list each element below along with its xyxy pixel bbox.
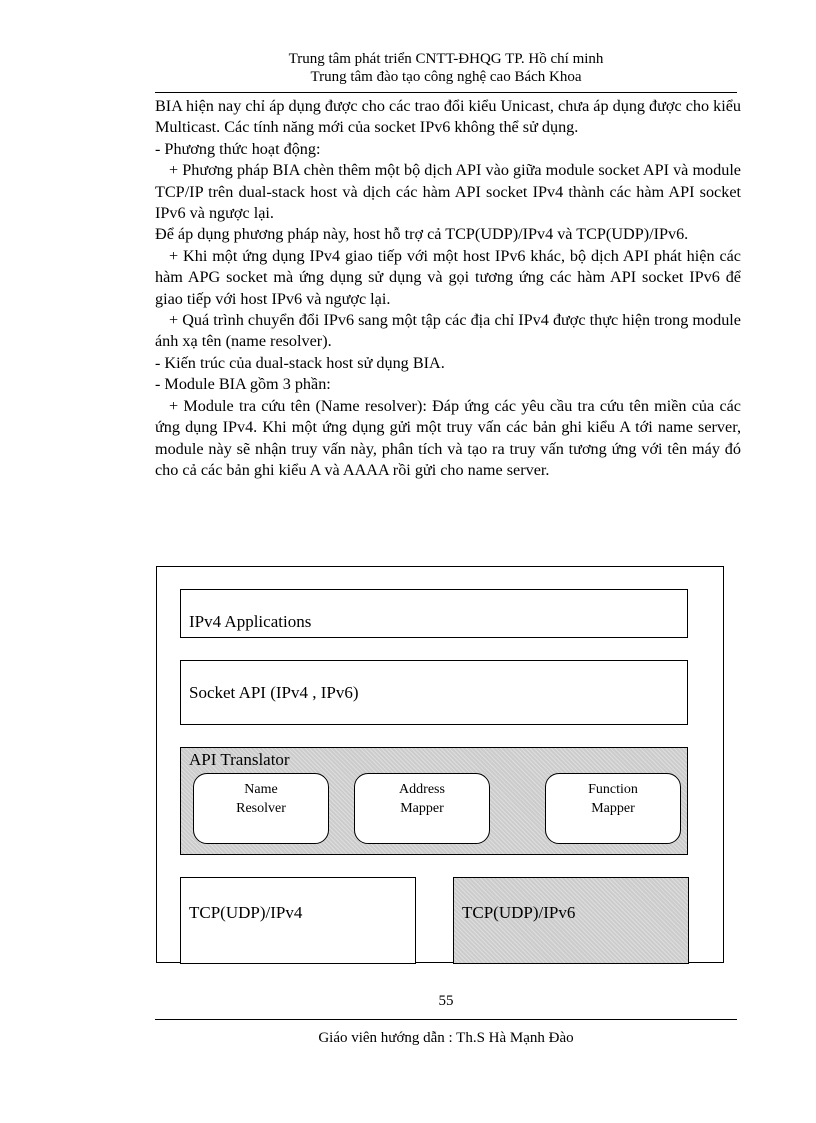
function-mapper-line-2: Mapper [591, 801, 635, 816]
header-line-1: Trung tâm phát triển CNTT-ĐHQG TP. Hồ chí minh [288, 51, 604, 67]
ipv4-applications-layer [180, 589, 688, 638]
header-line-2: Trung tâm đào tạo công nghệ cao Bách Khoa [310, 69, 582, 85]
paragraph: - Module BIA gồm 3 phần: [155, 375, 331, 394]
api-translator-label: API Translator [189, 750, 290, 769]
socket-api-label: Socket API (IPv4 , IPv6) [189, 683, 359, 702]
api-translator-layer [180, 747, 688, 855]
socket-api-layer [180, 660, 688, 725]
name-resolver-module [193, 773, 329, 844]
paragraph: - Kiến trúc của dual-stack host sử dụng BIA. [155, 353, 445, 372]
address-mapper-module [354, 773, 490, 844]
tcp-ipv6-layer [453, 877, 689, 964]
tcp-ipv4-layer [180, 877, 416, 964]
bia-architecture-diagram [156, 566, 724, 963]
paragraph: + Phương pháp BIA chèn thêm một bộ dịch API vào giữa module socket API và module TCP/IP trên dual-stack host và dịch các hàm API socket IPv4 thành các hàm API socket IPv6 và ngược lại. [155, 161, 741, 223]
paragraph: BIA hiện nay chỉ áp dụng được cho các trao đổi kiểu Unicast, chưa áp dụng được cho kiểu Multicast. Các tính năng mới của socket IPv6 không thể sử dụng. [155, 97, 741, 137]
function-mapper-module [545, 773, 681, 844]
page-footer: Giáo viên hướng dẫn : Th.S Hà Mạnh Đào [318, 1030, 574, 1046]
paragraph: Để áp dụng phương pháp này, host hỗ trợ cả TCP(UDP)/IPv4 và TCP(UDP)/IPv6. [155, 225, 689, 244]
footer-divider [155, 1019, 737, 1020]
body-text [155, 96, 741, 481]
paragraph: - Phương thức hoạt động: [155, 139, 321, 158]
paragraph: + Quá trình chuyển đổi IPv6 sang một tập các địa chỉ IPv4 được thực hiện trong module ánh xạ tên (name resolver). [155, 311, 741, 351]
tcp-ipv6-label: TCP(UDP)/IPv6 [462, 903, 576, 922]
page-number: 55 [438, 993, 454, 1009]
tcp-ipv4-label: TCP(UDP)/IPv4 [189, 903, 303, 922]
address-mapper-line-2: Mapper [400, 801, 444, 816]
address-mapper-line-1: Address [399, 782, 445, 797]
name-resolver-line-2: Resolver [236, 801, 286, 816]
name-resolver-line-1: Name [244, 782, 278, 797]
function-mapper-line-1: Function [588, 782, 638, 797]
page-header [155, 50, 737, 86]
paragraph: + Module tra cứu tên (Name resolver): Đáp ứng các yêu cầu tra cứu tên miền của các ứng dụng IPv4. Khi một ứng dụng gửi một truy vấn các bản ghi kiểu A tới name server, module này sẽ nhận truy vấn này, phân tích và tạo ra truy vấn tương ứng với tên máy đó cho cả các bản ghi kiểu A và AAAA rồi gửi cho name server. [155, 396, 741, 479]
paragraph: + Khi một ứng dụng IPv4 giao tiếp với một host IPv6 khác, bộ dịch API phát hiện các hàm APG socket mà ứng dụng sử dụng và gọi tương ứng các hàm API socket IPv6 để giao tiếp với host IPv6 và ngược lại. [155, 246, 741, 308]
header-divider [155, 92, 737, 93]
ipv4-applications-label: IPv4 Applications [189, 612, 312, 631]
